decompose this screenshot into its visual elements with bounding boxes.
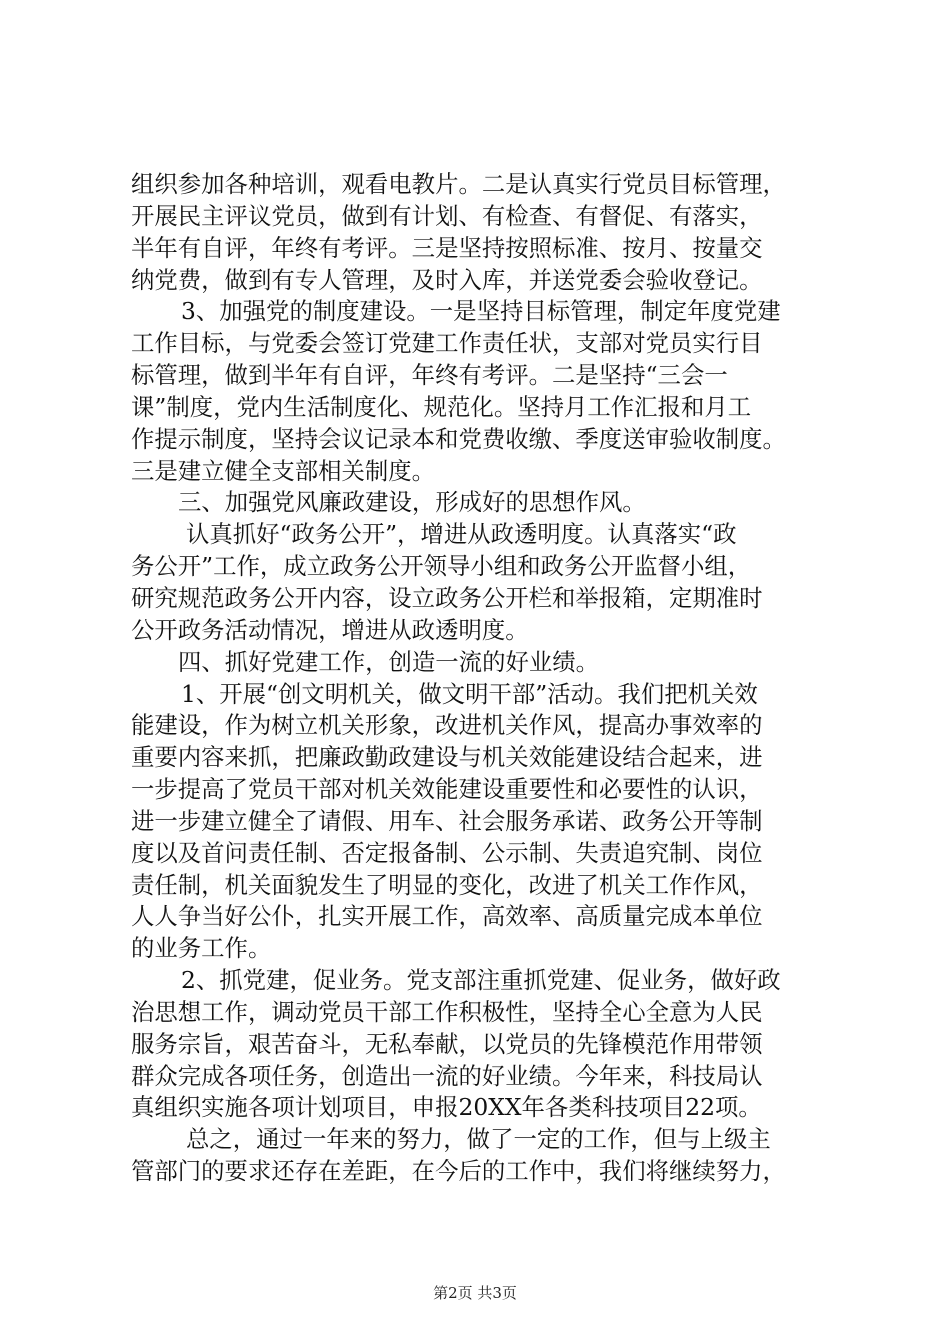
- text-line: 工作目标，与党委会签订党建工作责任状，支部对党员实行目: [131, 329, 763, 358]
- text-line: 真组织实施各项计划项目，申报20XX年各类科技项目22项。: [131, 1093, 762, 1122]
- page-footer: 第2页 共3页: [433, 1284, 517, 1302]
- text-line: 组织参加各种培训，观看电教片。二是认真实行党员目标管理，: [131, 170, 786, 198]
- text-line: 总之，通过一年来的努力，做了一定的工作，但与上级主: [186, 1125, 771, 1154]
- text-line: 群众完成各项任务，创造出一流的好业绩。今年来，科技局认: [131, 1061, 763, 1090]
- text-line: 的业务工作。: [131, 934, 272, 963]
- section-heading: 四、抓好党建工作，创造一流的好业绩。: [178, 647, 600, 676]
- text-line: 治思想工作，调动党员干部工作积极性，坚持全心全意为人民: [131, 997, 763, 1026]
- text-line: 三是建立健全支部相关制度。: [131, 456, 436, 485]
- text-line: 务公开”工作，成立政务公开领导小组和政务公开监督小组，: [131, 552, 752, 581]
- text-line: 课”制度，党内生活制度化、规范化。坚持月工作汇报和月工: [131, 392, 752, 421]
- text-line: 认真抓好“政务公开”，增进从政透明度。认真落实“政: [186, 520, 737, 549]
- text-line: 度以及首问责任制、否定报备制、公示制、失责追究制、岗位: [131, 838, 763, 867]
- text-line: 研究规范政务公开内容，设立政务公开栏和举报箱，定期准时: [131, 583, 763, 612]
- text-line: 一步提高了党员干部对机关效能建设重要性和必要性的认识，: [131, 775, 763, 804]
- section-heading: 三、加强党风廉政建设，形成好的思想作风。: [178, 488, 646, 517]
- text-line: 服务宗旨，艰苦奋斗，无私奉献，以党员的先锋模范作用带领: [131, 1029, 763, 1058]
- text-line: 1、开展“创文明机关，做文明干部”活动。我们把机关效: [181, 679, 758, 708]
- text-line: 标管理，做到半年有自评，年终有考评。二是坚持“三会一: [131, 361, 728, 390]
- text-line: 纳党费，做到有专人管理，及时入库，并送党委会验收登记。: [131, 265, 763, 294]
- text-line: 公开政务活动情况，增进从政透明度。: [131, 615, 529, 644]
- text-line: 管部门的要求还存在差距，在今后的工作中，我们将继续努力，: [131, 1157, 786, 1186]
- text-line: 责任制，机关面貌发生了明显的变化，改进了机关工作作风，: [131, 870, 763, 899]
- text-line: 开展民主评议党员，做到有计划、有检查、有督促、有落实，: [131, 201, 763, 230]
- text-line: 人人争当好公仆，扎实开展工作，高效率、高质量完成本单位: [131, 902, 763, 931]
- text-line: 重要内容来抓，把廉政勤政建设与机关效能建设结合起来，进: [131, 743, 763, 772]
- text-line: 半年有自评，年终有考评。三是坚持按照标准、按月、按量交: [131, 233, 763, 262]
- body-text: [131, 169, 831, 1188]
- text-line: 2、抓党建，促业务。党支部注重抓党建、促业务，做好政: [181, 966, 781, 995]
- text-line: 进一步建立健全了请假、用车、社会服务承诺、政务公开等制: [131, 806, 763, 835]
- text-line: 3、加强党的制度建设。一是坚持目标管理，制定年度党建: [181, 297, 781, 326]
- text-line: 能建设，作为树立机关形象，改进机关作风，提高办事效率的: [131, 711, 763, 740]
- text-line: 作提示制度，坚持会议记录本和党费收缴、季度送审验收制度。: [131, 424, 786, 453]
